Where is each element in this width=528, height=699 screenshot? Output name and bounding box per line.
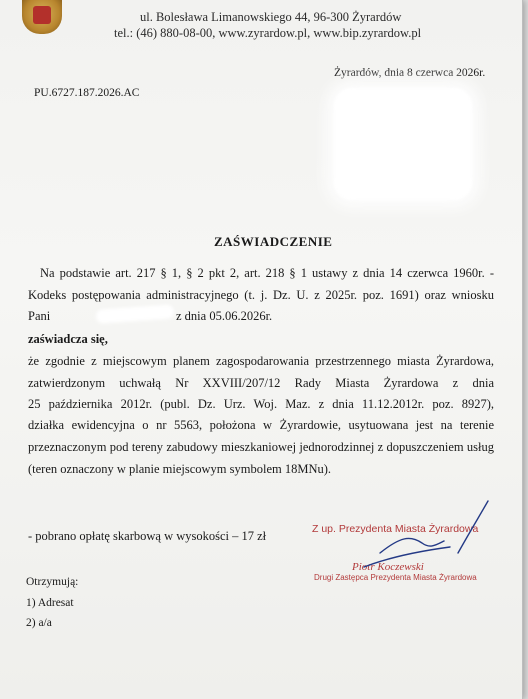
document-title: ZAŚWIADCZENIE — [214, 234, 333, 249]
paragraph-2-line-6: (teren oznaczony w planie miejscowym symbolem 18MNu). — [28, 462, 332, 476]
redaction-mark — [334, 88, 472, 200]
recipients-heading: Otrzymują: — [26, 576, 79, 588]
place-date: Żyrardów, dnia 8 czerwca 2026r. — [334, 67, 486, 79]
reference-number: PU.6727.187.2026.AC — [34, 87, 140, 99]
header-address: ul. Bolesława Limanowskiego 44, 96-300 Żyrardów — [140, 10, 402, 24]
paragraph-2-line-1: że zgodnie z miejscowym planem zagospodarowania przestrzennego miasta Żyrardowa, — [28, 354, 494, 368]
stamp-name: Piotr Koczewski — [352, 561, 424, 573]
stamp-position: Drugi Zastępca Prezydenta Miasta Żyrardowa — [314, 573, 477, 582]
certifies-label: zaświadcza się, — [28, 332, 108, 346]
fee-note: - pobrano opłatę skarbową w wysokości – 17 zł — [28, 529, 267, 543]
header-contact: tel.: (46) 880-08-00, www.zyrardow.pl, www.bip.zyrardow.pl — [114, 26, 422, 40]
handwritten-signature — [340, 495, 500, 585]
paragraph-1-line-1: Na podstawie art. 217 § 1, § 2 pkt 2, art. 218 § 1 ustawy z dnia 14 czerwca 1960r. - — [40, 266, 494, 280]
application-date: z dnia 05.06.2026r. — [176, 309, 273, 323]
paragraph-2-line-5: przeznaczonym pod tereny zabudowy mieszkaniowej jednorodzinnej z dopuszczeniem usług — [28, 440, 494, 454]
coat-of-arms-icon — [22, 0, 62, 34]
paragraph-2-line-4: działka ewidencyjna o nr 5563, położona w Żyrardowie, usytuowana jest na terenie — [28, 418, 494, 432]
redaction-scribble — [96, 304, 175, 323]
applicant-prefix: Pani — [28, 309, 51, 323]
recipient-item: 1) Adresat — [26, 597, 74, 609]
paragraph-2-line-3: 25 października 2012r. (publ. Dz. Urz. Woj. Maz. z dnia 11.12.2012r. poz. 8927), — [28, 397, 494, 411]
paragraph-2-line-2: zatwierdzonym uchwałą Nr XXVIII/207/12 Rady Miasta Żyrardowa z dnia — [28, 376, 494, 390]
recipient-item: 2) a/a — [26, 617, 52, 629]
paragraph-1-line-2: Kodeks postępowania administracyjnego (t. j. Dz. U. z 2025r. poz. 1691) oraz wniosku — [28, 288, 494, 302]
stamp-authority: Z up. Prezydenta Miasta Żyrardowa — [312, 523, 479, 535]
